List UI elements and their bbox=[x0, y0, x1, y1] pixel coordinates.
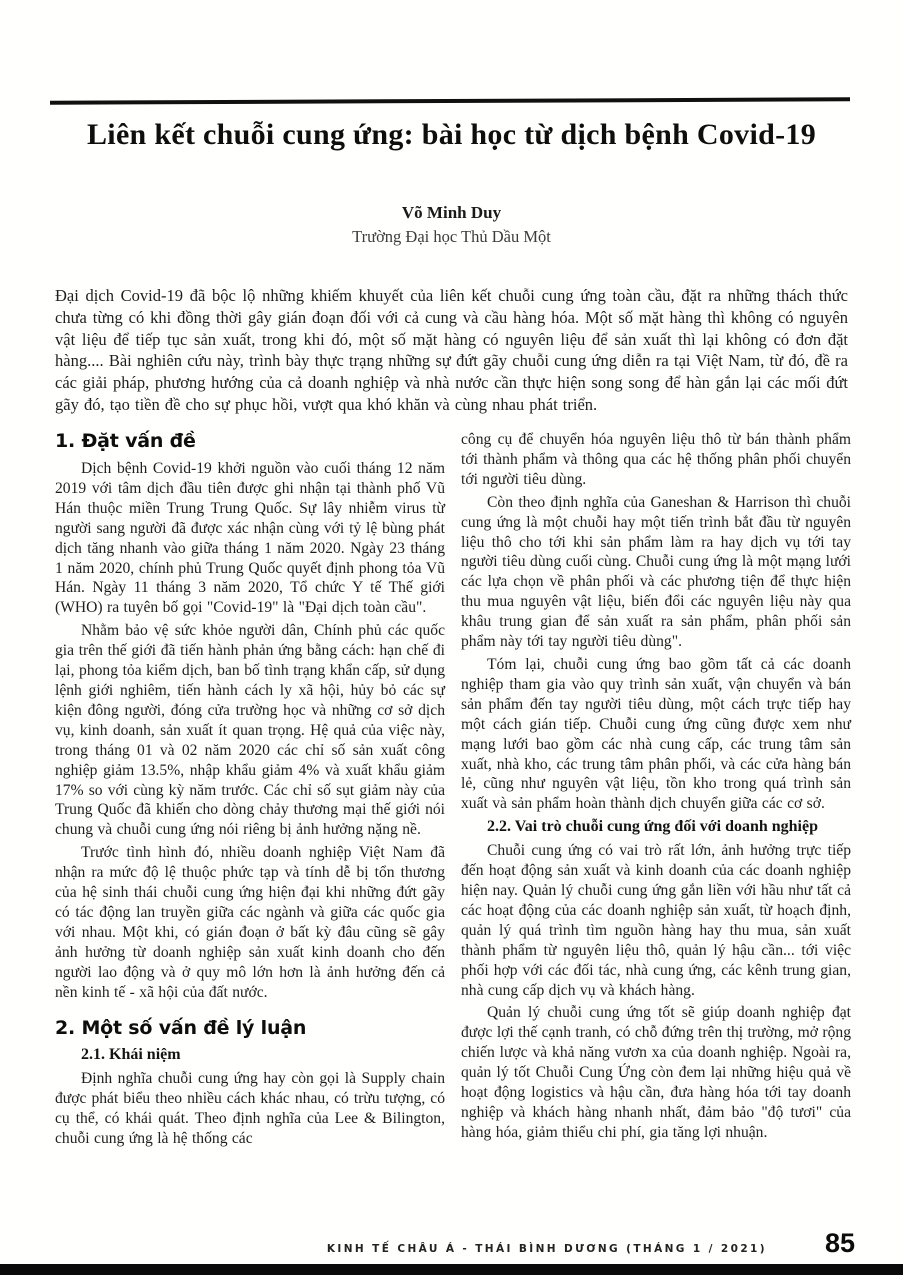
abstract-text: Đại dịch Covid-19 đã bộc lộ những khiếm khuyết của liên kết chuỗi cung ứng toàn cầu, đặt ra những thách thức chưa từng có khi đồng thời gây gián đoạn đối với cả cung và cầu hàng hóa. Một số mặt hàng thì không có nguyên vật liệu để tiếp tục sản xuất, trong khi đó, một số mặt hàng có nguyên liệu để sản xuất thì lại không có đơn đặt hàng.... Bài nghiên cứu này, trình bày thực trạng những sự đứt gãy chuỗi cung ứng diễn ra tại Việt Nam, từ đó, đề ra các giải pháp, phương hướng của cả doanh nghiệp và nhà nước cần thực hiện song song để hàn gắn lại các mối đứt gãy đó, tạo tiền đề cho sự phục hồi, vượt qua khó khăn và cùng nhau phát triển. bbox=[55, 286, 848, 414]
paragraph: Định nghĩa chuỗi cung ứng hay còn gọi là Supply chain được phát biểu theo nhiều cách khác nhau, có trừu tượng, có cụ thể, có khái quát. Theo định nghĩa của Lee & Bilington, chuỗi cung ứng là hệ thống các bbox=[55, 1070, 445, 1148]
left-column bbox=[55, 430, 445, 1152]
top-horizontal-rule bbox=[50, 97, 850, 104]
author-affiliation: Trường Đại học Thủ Dầu Một bbox=[352, 227, 551, 246]
section-2-1-heading: 2.1. Khái niệm bbox=[81, 1046, 181, 1064]
author-name: Võ Minh Duy bbox=[401, 203, 502, 222]
two-column-body bbox=[55, 430, 850, 1152]
paragraph: Quản lý chuỗi cung ứng tốt sẽ giúp doanh nghiệp đạt được lợi thế cạnh tranh, có chỗ đứng trên thị trường, mở rộng chiến lược và khả năng vươn xa của doanh nghiệp. Ngoài ra, quản lý tốt Chuỗi Cung Ứng còn đem lại những hiệu quả về hoạt động logistics và hậu cần, đưa hàng hóa tới tay doanh nghiệp và khách hàng nhanh nhất, đảm bảo "độ tươi" của hàng hóa, giảm thiểu chi phí, gia tăng lợi nhuận. bbox=[461, 1004, 851, 1141]
page-footer bbox=[327, 1230, 855, 1257]
paragraph: Dịch bệnh Covid-19 khởi nguồn vào cuối tháng 12 năm 2019 với tâm dịch đầu tiên được ghi nhận tại thành phố Vũ Hán thuộc miền Trung Trung Quốc. Sự lây nhiễm virus từ người sang người đã được xác nhận cùng với tỷ lệ bùng phát dịch tăng nhanh vào giữa tháng 1 năm 2020. Ngày 23 tháng 1 năm 2020, chính phủ Trung Quốc quyết định phong tỏa Vũ Hán. Ngày 11 tháng 3 năm 2020, Tổ chức Y tế Thế giới (WHO) ra tuyên bố gọi "Covid-19" là "Đại dịch toàn cầu". bbox=[55, 460, 445, 617]
paragraph: Trước tình hình đó, nhiều doanh nghiệp Việt Nam đã nhận ra mức độ lệ thuộc phức tạp và tính dễ bị tổn thương của hệ sinh thái chuỗi cung ứng hiện đại khi những đứt gãy có tác động lan truyền giữa các ngành và giữa các quốc gia với nhau. Một khi, có gián đoạn ở bất kỳ đâu cũng sẽ gây ảnh hưởng từ doanh nghiệp sản xuất kinh doanh cho đến người lao động và ở quy mô lớn hơn là ảnh hưởng đến cả nền kinh tế - xã hội của đất nước. bbox=[55, 844, 445, 1001]
paragraph: Còn theo định nghĩa của Ganeshan & Harrison thì chuỗi cung ứng là một chuỗi hay một tiến trình bắt đầu từ nguyên liệu thô cho tới khi sản phẩm làm ra hay dịch vụ tới tay người tiêu dùng cuối cùng. Chuỗi cung ứng là một mạng lưới các lựa chọn về phân phối và các phương tiện để thực hiện thu mua nguyên vật liệu, biến đổi các nguyên liệu này qua khâu trung gian để sản xuất ra sản phẩm, phân phối sản phẩm này tới tay người tiêu dùng". bbox=[461, 493, 851, 651]
right-column bbox=[461, 430, 851, 1146]
paragraph: Chuỗi cung ứng có vai trò rất lớn, ảnh hưởng trực tiếp đến hoạt động sản xuất và kinh doanh của các doanh nghiệp hiện nay. Quản lý chuỗi cung ứng gắn liền với hầu như tất cả các hoạt động của các doanh nghiệp sản xuất, từ hoạch định, quản lý quá trình tìm nguồn hàng hay thu mua, sản xuất thành phẩm từ nguyên liệu thô, quản lý hậu cần... tới việc phối hợp với các đối tác, nhà cung ứng, các kênh trung gian, nhà cung cấp dịch vụ và khách hàng. bbox=[461, 842, 851, 999]
paragraph-continuation: công cụ để chuyển hóa nguyên liệu thô từ bán thành phẩm tới thành phẩm và thông qua các hệ thống phân phối chuyển tới người tiêu dùng. bbox=[461, 431, 851, 488]
paragraph: Nhằm bảo vệ sức khỏe người dân, Chính phủ các quốc gia trên thế giới đã tiến hành phản ứng bằng cách: hạn chế đi lại, phong tỏa kiểm dịch, ban bố tình trạng khẩn cấp, sử dụng lệnh giới nghiêm, tiến hành cách ly xã hội, hủy bỏ các sự kiện đông người, đóng cửa trường học và những cơ sở dịch vụ, kinh doanh, sản xuất ít quan trọng. Hệ quả của việc này, trong tháng 01 và 02 năm 2020 các chỉ số sản xuất công nghiệp giảm 13.5%, nhập khẩu giảm 4% và xuất khẩu giảm 17% so với cùng kỳ năm trước. Các chỉ số sụt giảm này của Trung Quốc đã khiến cho dòng chảy thương mại thế giới nói chung và chuỗi cung ứng nói riêng bị ảnh hưởng nặng nề. bbox=[55, 622, 445, 839]
section-1-heading: 1. Đặt vấn đề bbox=[55, 430, 196, 452]
section-2-heading: 2. Một số vấn đề lý luận bbox=[55, 1017, 307, 1040]
journal-name: KINH TẾ CHÂU Á - THÁI BÌNH DƯƠNG (THÁNG 1 / 2021) bbox=[326, 1243, 767, 1255]
paragraph: Tóm lại, chuỗi cung ứng bao gồm tất cả các doanh nghiệp tham gia vào quy trình sản xuất, vận chuyển và bán sản phẩm đến tay người tiêu dùng, một cách trực tiếp hay một cách gián tiếp. Chuỗi cung ứng cũng được xem như mạng lưới bao gồm các nhà cung cấp, các trung tâm sản xuất, nhà kho, các trung tâm phân phối, và các cửa hàng bán lẻ, cũng như nguyên vật liệu, tồn kho trong quá trình sản xuất và sản phẩm hoàn thành dịch chuyển giữa các cơ sở. bbox=[461, 655, 851, 813]
page-number: 85 bbox=[824, 1228, 855, 1258]
section-2-2-heading: 2.2. Vai trò chuỗi cung ứng đối với doanh nghiệp bbox=[487, 818, 818, 836]
scan-bottom-bar bbox=[0, 1264, 903, 1275]
page-title: Liên kết chuỗi cung ứng: bài học từ dịch bệnh Covid-19 bbox=[87, 118, 816, 151]
